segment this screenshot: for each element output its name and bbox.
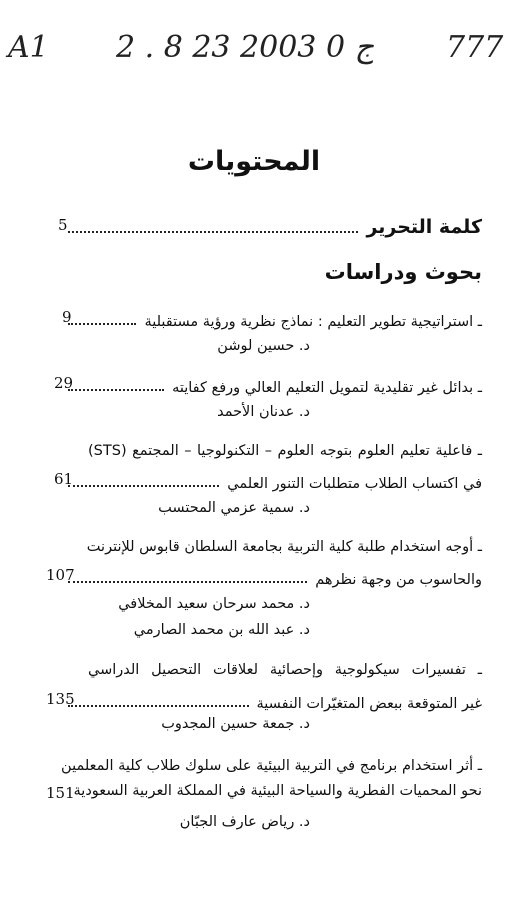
- handwritten-number: 777: [446, 30, 504, 65]
- editorial-title: كلمة التحرير: [366, 216, 482, 238]
- article-title: ـ استراتيجية تطوير التعليم : نماذج نظرية ورؤية مستقبلية: [144, 314, 482, 330]
- article-author: د. جمعة حسين المجدوب: [161, 716, 310, 732]
- editorial-entry: [60, 212, 482, 238]
- leader-dots: [68, 581, 307, 583]
- toc-entry: [60, 370, 482, 396]
- leader-dots: [68, 231, 358, 233]
- article-title-line: ـ تفسيرات سيكولوجية وإحصائية لعلاقات التحصيل الدراسي: [88, 662, 482, 678]
- article-page: 107: [46, 566, 75, 584]
- article-author: د. حسين لوشن: [217, 338, 310, 354]
- toc-entry: [60, 304, 482, 330]
- article-author: د. عبد الله بن محمد الصارمي: [133, 622, 310, 638]
- article-title: في اكتساب الطلاب متطلبات التنور العلمي: [227, 476, 482, 492]
- article-title: غير المتوقعة ببعض المتغيّرات النفسية: [256, 696, 482, 712]
- editorial-page: 5: [58, 216, 68, 234]
- section-title: بحوث ودراسات: [324, 260, 482, 284]
- toc-entry: [60, 562, 482, 588]
- article-title: ـ بدائل غير تقليدية لتمويل التعليم العالي ورفع كفايته: [172, 380, 482, 396]
- handwritten-date: 2 . 8 23 ج 0 2003: [116, 30, 374, 65]
- handwritten-code: A1: [8, 30, 49, 65]
- handwritten-annotation: [6, 24, 502, 76]
- toc-entry: [60, 686, 482, 712]
- article-author: د. محمد سرحان سعيد المخلافي: [118, 596, 310, 612]
- toc-entry: [60, 466, 482, 492]
- article-title-line: ـ أثر استخدام برنامج في التربية البيئية على سلوك طلاب كلية المعلمين: [61, 758, 482, 774]
- article-page: 61: [54, 470, 74, 488]
- article-page: 151: [46, 784, 75, 802]
- article-page: 29: [54, 374, 74, 392]
- article-title-line: ـ أوجه استخدام طلبة كلية التربية بجامعة السلطان قابوس للإنترنت: [86, 539, 482, 555]
- leader-dots: [68, 705, 249, 707]
- page-title: المحتويات: [187, 146, 321, 177]
- article-title: والحاسوب من وجهة نظرهم: [315, 572, 482, 588]
- article-title-line: ـ فاعلية تعليم العلوم بتوجه العلوم – التكنولوجيا – المجتمع (STS): [88, 443, 482, 459]
- article-page: 9: [62, 308, 72, 326]
- article-author: د. رياض عارف الجبّان: [179, 814, 310, 830]
- article-author: د. عدنان الأحمد: [217, 404, 310, 420]
- article-title-line: نحو المحميات الفطرية والسياحة البيئية في المملكة العربية السعودية: [73, 783, 482, 799]
- article-author: د. سمية عزمي المحتسب: [158, 500, 310, 516]
- article-page: 135: [46, 690, 75, 708]
